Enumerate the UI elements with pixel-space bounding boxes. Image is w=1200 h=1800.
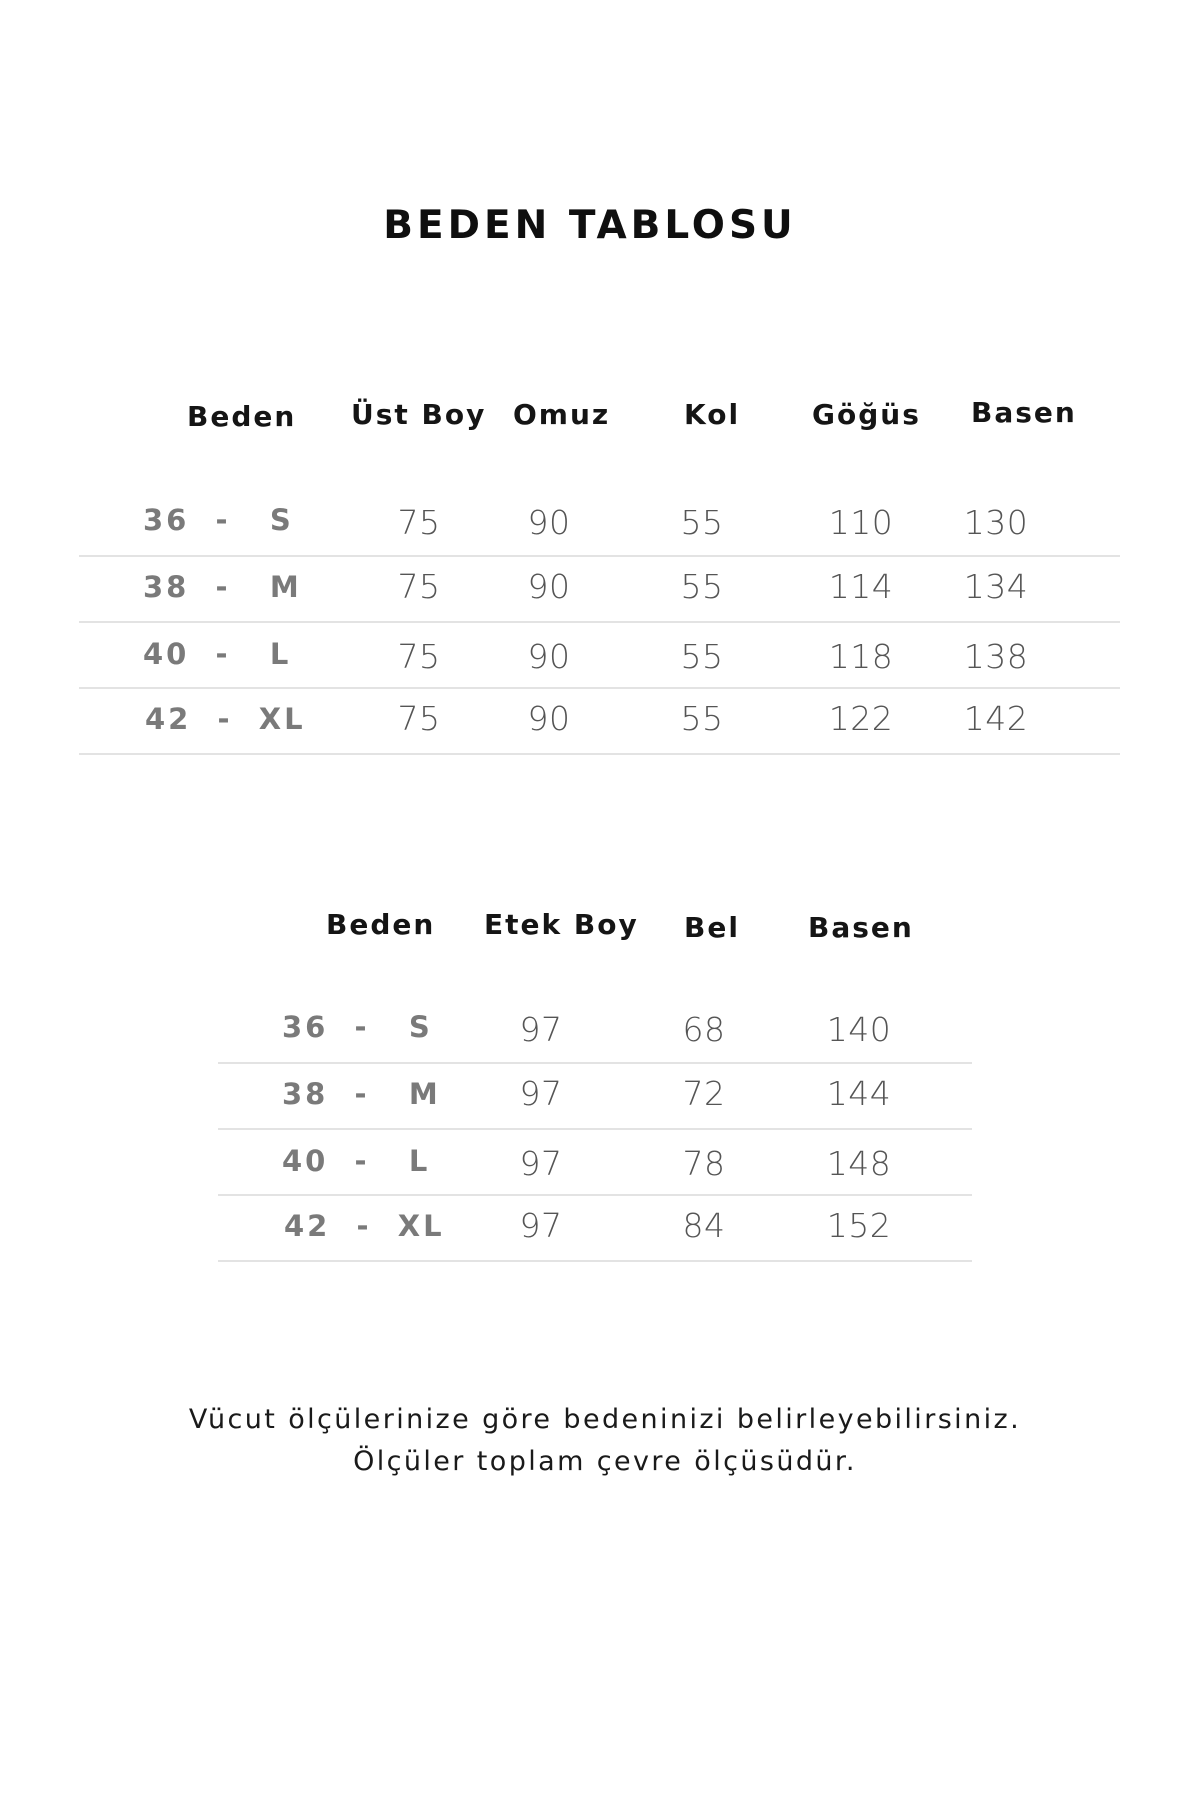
header-gogus: Göğüs [812,398,921,431]
table-row [79,689,1120,755]
table-cell: 55 [680,567,724,606]
table-cell: 90 [527,503,571,542]
table-cell: 90 [527,699,571,738]
table-cell: 75 [397,503,441,542]
header-basen: Basen [808,911,914,944]
header-bel: Bel [684,911,740,944]
table-cell: 97 [519,1074,563,1113]
table-cell: 84 [682,1206,726,1245]
table-cell: 72 [682,1074,726,1113]
table-cell: 75 [397,637,441,676]
size-label: 40 - L [282,1144,431,1178]
table-cell: 55 [680,637,724,676]
table-cell: 55 [680,699,724,738]
note-line-2: Ölçüler toplam çevre ölçüsüdür. [353,1446,857,1477]
note-line-1: Vücut ölçülerinize göre bedeninizi belirleyebilirsiniz. [188,1404,1022,1435]
table-cell: 90 [527,567,571,606]
header-beden: Beden [326,908,436,941]
table-cell: 140 [826,1010,892,1049]
bottom-size-table [218,898,972,1258]
table-cell: 138 [963,637,1029,676]
table-row [218,1130,972,1196]
table-row [79,623,1120,689]
header-basen: Basen [971,396,1077,429]
table-cell: 142 [963,699,1029,738]
size-label: 42 - XL [145,702,306,736]
table-cell: 134 [963,567,1029,606]
table-row [218,1064,972,1130]
table-cell: 130 [963,503,1029,542]
size-label: 38 - M [282,1077,441,1111]
table-row [218,1000,972,1064]
size-label: 40 - L [143,637,292,671]
table-cell: 144 [826,1074,892,1113]
table-cell: 118 [828,637,894,676]
table-cell: 75 [397,567,441,606]
header-etek-boy: Etek Boy [484,908,639,941]
size-label: 36 - S [143,503,294,537]
size-label: 42 - XL [284,1209,445,1243]
table-cell: 114 [828,567,894,606]
table-cell: 55 [680,503,724,542]
row-divider [218,1260,972,1262]
table-cell: 110 [828,503,894,542]
table-cell: 78 [682,1144,726,1183]
table-row [79,557,1120,623]
table-cell: 97 [519,1010,563,1049]
table-row [79,493,1120,557]
size-label: 36 - S [282,1010,433,1044]
table-cell: 97 [519,1144,563,1183]
header-kol: Kol [684,398,741,431]
page-title: BEDEN TABLOSU [383,203,797,248]
table-row [218,1196,972,1262]
header-ust-boy: Üst Boy [351,398,487,431]
header-omuz: Omuz [513,398,611,431]
header-beden: Beden [187,400,297,433]
size-label: 38 - M [143,570,302,604]
top-size-table [79,390,1120,760]
table-cell: 97 [519,1206,563,1245]
row-divider [79,753,1120,755]
table-cell: 148 [826,1144,892,1183]
table-cell: 75 [397,699,441,738]
table-cell: 90 [527,637,571,676]
table-cell: 68 [682,1010,726,1049]
table-cell: 122 [828,699,894,738]
table-cell: 152 [826,1206,892,1245]
